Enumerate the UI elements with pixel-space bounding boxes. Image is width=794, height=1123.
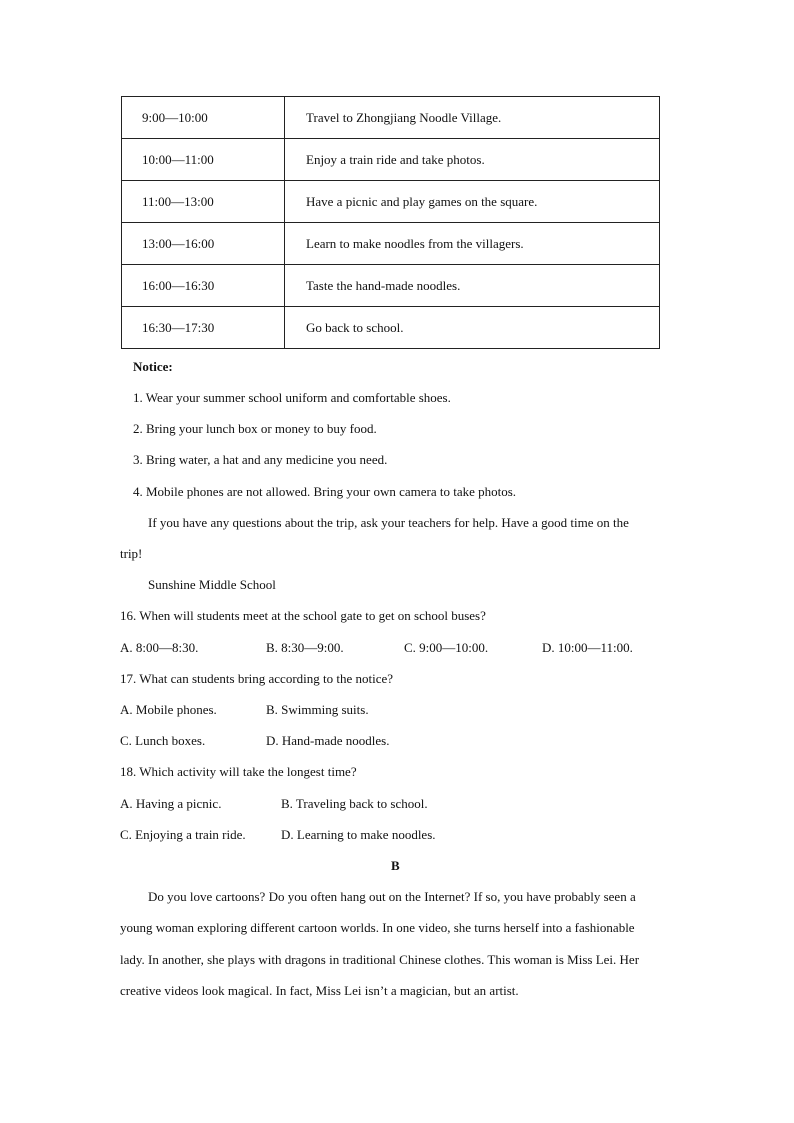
option-c: C. Lunch boxes. [120, 733, 206, 748]
activity-cell: Travel to Zhongjiang Noodle Village. [285, 97, 660, 139]
question-stem: 16. When will students meet at the school gate to get on school buses? [120, 608, 486, 623]
passage-line: young woman exploring different cartoon worlds. In one video, she turns herself into a fashionable [120, 920, 635, 935]
option-a: A. 8:00—8:30. [120, 640, 199, 655]
notice-closing-end: trip! [120, 546, 143, 561]
time-cell: 13:00—16:00 [122, 223, 285, 265]
passage-line: lady. In another, she plays with dragons in traditional Chinese clothes. This woman is Miss Lei. Her [120, 952, 640, 967]
option-c: C. Enjoying a train ride. [120, 827, 246, 842]
activity-cell: Have a picnic and play games on the square. [285, 181, 660, 223]
table-row [122, 97, 660, 139]
table-row [122, 265, 660, 307]
activity-cell: Learn to make noodles from the villagers. [285, 223, 660, 265]
table-row [122, 181, 660, 223]
activity-cell: Taste the hand-made noodles. [285, 265, 660, 307]
option-a: A. Having a picnic. [120, 796, 222, 811]
table-row [122, 139, 660, 181]
table-row [122, 223, 660, 265]
time-cell: 11:00—13:00 [122, 181, 285, 223]
option-a: A. Mobile phones. [120, 702, 217, 717]
option-d: D. 10:00—11:00. [542, 640, 633, 655]
time-cell: 10:00—11:00 [122, 139, 285, 181]
time-cell: 16:00—16:30 [122, 265, 285, 307]
notice-signature: Sunshine Middle School [148, 577, 276, 592]
option-d: D. Hand-made noodles. [266, 733, 390, 748]
activity-cell: Enjoy a train ride and take photos. [285, 139, 660, 181]
section-heading: B [391, 858, 400, 873]
option-b: B. 8:30—9:00. [266, 640, 344, 655]
question-stem: 18. Which activity will take the longest time? [120, 764, 357, 779]
option-b: B. Swimming suits. [266, 702, 369, 717]
notice-closing: If you have any questions about the trip, ask your teachers for help. Have a good time on the [148, 515, 629, 530]
passage-line: Do you love cartoons? Do you often hang out on the Internet? If so, you have probably seen a [148, 889, 636, 904]
passage-line: creative videos look magical. In fact, Miss Lei isn’t a magician, but an artist. [120, 983, 519, 998]
time-cell: 9:00—10:00 [122, 97, 285, 139]
question-stem: 17. What can students bring according to the notice? [120, 671, 394, 686]
notice-item: 3. Bring water, a hat and any medicine you need. [133, 452, 388, 467]
notice-item: 2. Bring your lunch box or money to buy food. [133, 421, 377, 436]
option-c: C. 9:00—10:00. [404, 640, 489, 655]
notice-title: Notice: [133, 359, 173, 374]
option-d: D. Learning to make noodles. [281, 827, 436, 842]
notice-item: 4. Mobile phones are not allowed. Bring your own camera to take photos. [133, 484, 517, 499]
schedule-table [121, 96, 660, 349]
time-cell: 16:30—17:30 [122, 307, 285, 349]
table-row [122, 307, 660, 349]
option-b: B. Traveling back to school. [281, 796, 428, 811]
notice-item: 1. Wear your summer school uniform and comfortable shoes. [133, 390, 451, 405]
activity-cell: Go back to school. [285, 307, 660, 349]
